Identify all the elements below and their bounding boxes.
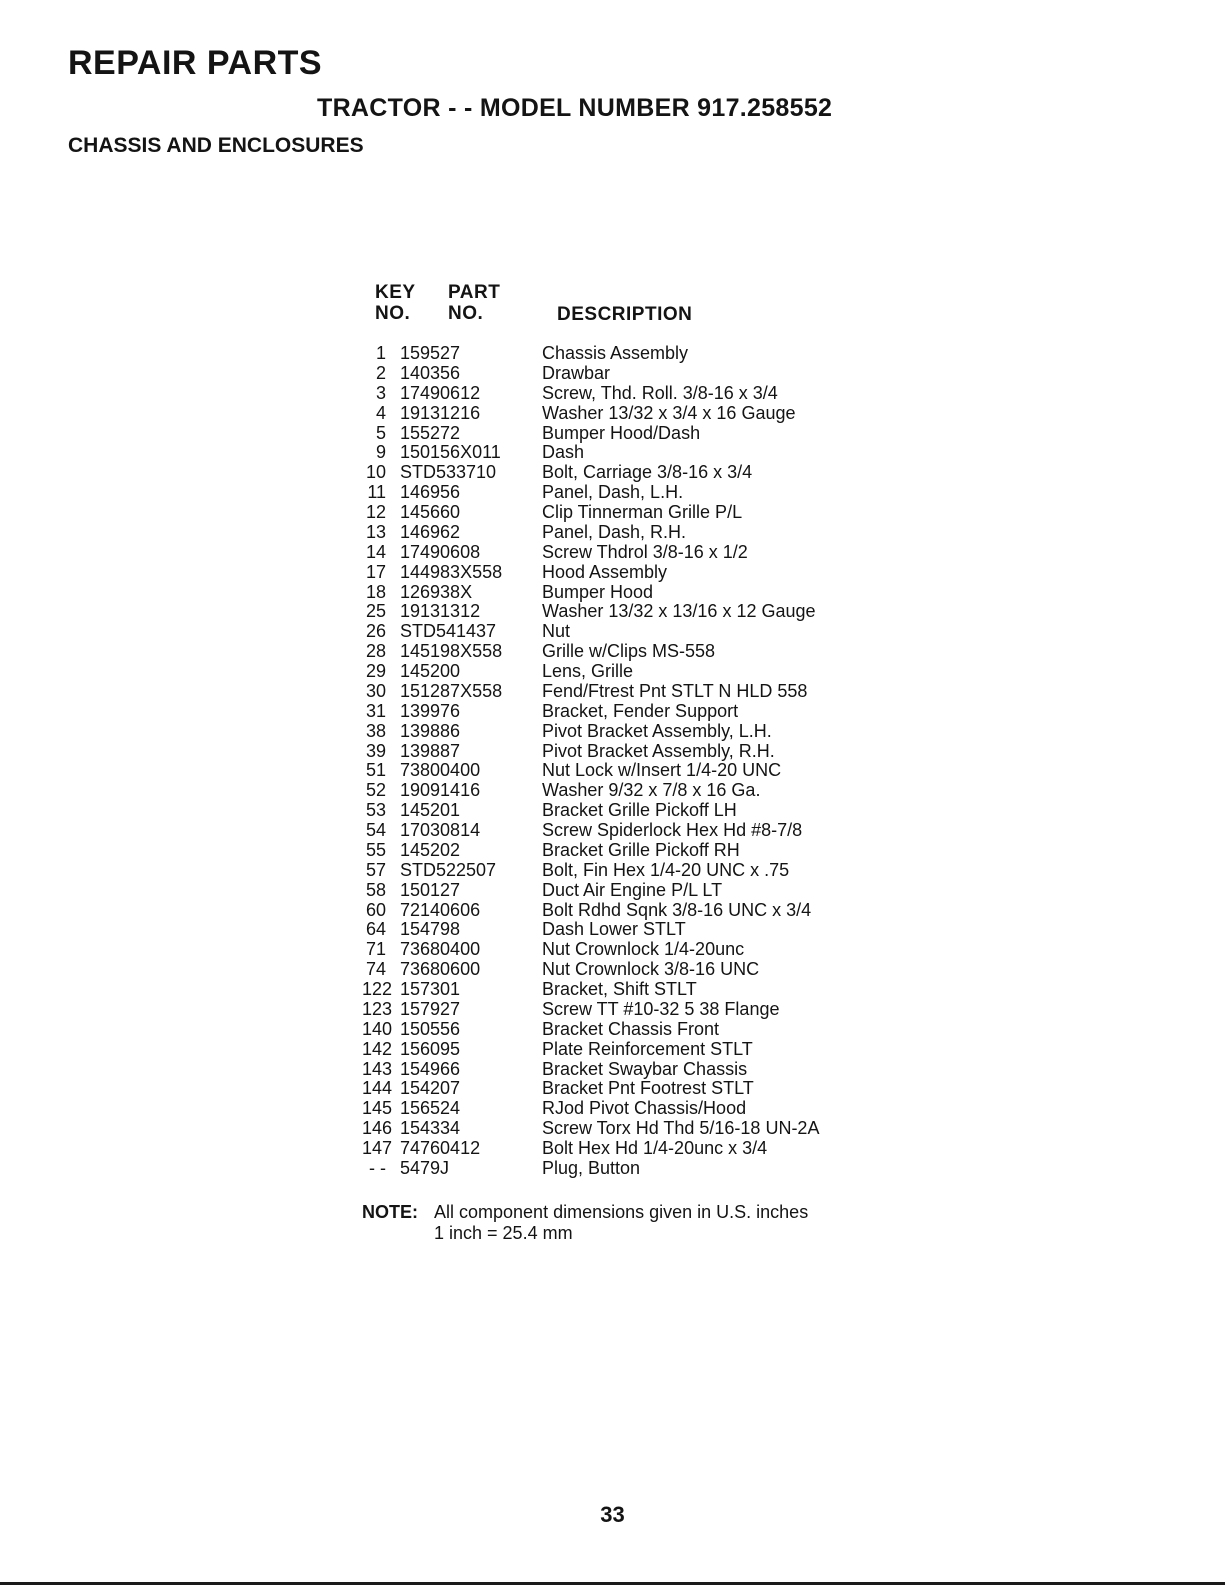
key-no: 64 — [365, 919, 386, 940]
list-item — [362, 443, 922, 463]
note-line1: All component dimensions given in U.S. inches — [434, 1202, 809, 1222]
key-no: 11 — [367, 482, 386, 503]
description: Bracket Pnt Footrest STLT — [542, 1078, 754, 1099]
note — [362, 1202, 808, 1244]
key-no: 26 — [365, 621, 386, 642]
note-label: NOTE: — [362, 1202, 418, 1222]
part-no: 146962 — [400, 521, 461, 542]
part-no: 126938X — [400, 581, 473, 602]
list-item — [362, 503, 922, 523]
description: Dash Lower STLT — [542, 919, 686, 940]
part-no: 140356 — [400, 362, 461, 383]
part-no: 73680400 — [400, 939, 481, 960]
part-no: 72140606 — [400, 899, 481, 920]
description: Bracket Swaybar Chassis — [542, 1058, 748, 1079]
key-no: 29 — [365, 661, 386, 681]
key-no: 143 — [362, 1058, 393, 1079]
description: Panel, Dash, L.H. — [542, 482, 684, 503]
list-item — [362, 344, 922, 364]
list-item — [362, 424, 922, 444]
key-no: 25 — [365, 601, 386, 622]
description: Bumper Hood/Dash — [542, 422, 701, 443]
list-item — [362, 1159, 922, 1179]
page-title: REPAIR PARTS — [68, 44, 323, 82]
key-no: 147 — [362, 1138, 393, 1158]
part-no: STD541437 — [400, 621, 497, 642]
list-item — [362, 662, 922, 682]
list-item — [362, 781, 922, 801]
part-no: 73680600 — [400, 959, 481, 980]
description: Bracket Grille Pickoff LH — [542, 800, 737, 821]
list-item — [362, 483, 922, 503]
key-no: 60 — [365, 899, 386, 920]
list-item — [362, 761, 922, 781]
part-no: 139976 — [400, 700, 461, 721]
key-no: 18 — [365, 581, 386, 602]
part-no: 73800400 — [400, 760, 481, 781]
part-no: 154207 — [400, 1078, 461, 1099]
key-no: 13 — [365, 521, 386, 542]
description: Grille w/Clips MS-558 — [542, 641, 716, 662]
description: Bracket Grille Pickoff RH — [542, 839, 740, 860]
key-no: 38 — [365, 720, 386, 741]
column-header-part-line1: PART — [448, 282, 501, 303]
description: Drawbar — [542, 362, 611, 383]
list-item — [362, 622, 922, 642]
part-no: 17490612 — [400, 382, 481, 403]
part-no: 150127 — [400, 879, 461, 900]
part-no: 145202 — [400, 839, 461, 860]
key-no: 52 — [365, 780, 386, 801]
key-no: 71 — [365, 939, 386, 960]
part-no: 150156X011 — [400, 442, 501, 463]
description: Screw Thdrol 3/8-16 x 1/2 — [542, 541, 748, 562]
key-no: 9 — [375, 442, 386, 463]
key-no: 53 — [365, 800, 386, 821]
part-no: STD522507 — [400, 859, 497, 880]
key-no: 10 — [365, 462, 386, 483]
description: Panel, Dash, R.H. — [542, 521, 687, 542]
part-no: 151287X558 — [400, 680, 503, 701]
description: Screw Spiderlock Hex Hd #8-7/8 — [542, 820, 803, 840]
list-item — [362, 602, 922, 622]
list-item — [362, 1020, 922, 1040]
list-item — [362, 960, 922, 980]
description: Plate Reinforcement STLT — [542, 1038, 753, 1059]
key-no: 54 — [365, 820, 386, 840]
part-no: 145201 — [400, 800, 461, 821]
list-item — [362, 384, 922, 404]
part-no: STD533710 — [400, 462, 497, 483]
part-no: 145198X558 — [400, 641, 503, 662]
description: Bolt, Carriage 3/8-16 x 3/4 — [542, 462, 753, 483]
part-no: 154334 — [400, 1118, 461, 1139]
key-no: 55 — [365, 839, 386, 860]
column-header-key-line1: KEY — [375, 282, 416, 303]
key-no: 31 — [365, 700, 386, 721]
key-no: 39 — [365, 740, 386, 761]
part-no: 156524 — [400, 1098, 461, 1119]
key-no: - - — [369, 1157, 386, 1178]
description: Duct Air Engine P/L LT — [542, 879, 723, 900]
key-no: 3 — [375, 382, 386, 403]
part-no: 155272 — [400, 422, 461, 443]
description: Plug, Button — [542, 1157, 641, 1178]
list-item — [362, 563, 922, 583]
column-header-description: DESCRIPTION — [557, 304, 693, 325]
list-item — [362, 543, 922, 563]
description: Bumper Hood — [542, 581, 654, 602]
list-item — [362, 523, 922, 543]
part-no: 17030814 — [400, 820, 481, 840]
page-number: 33 — [600, 1502, 625, 1527]
key-no: 4 — [375, 402, 386, 423]
description: Nut Crownlock 1/4-20unc — [542, 939, 745, 960]
description: Washer 13/32 x 3/4 x 16 Gauge — [542, 402, 796, 423]
list-item — [362, 742, 922, 762]
list-item — [362, 1079, 922, 1099]
column-header-part-no — [448, 282, 500, 324]
description: Nut — [542, 621, 571, 642]
part-no: 139886 — [400, 720, 461, 741]
list-item — [362, 821, 922, 841]
key-no: 5 — [375, 422, 386, 443]
part-no: 146956 — [400, 482, 461, 503]
list-item — [362, 1040, 922, 1060]
description: Bolt Hex Hd 1/4-20unc x 3/4 — [542, 1138, 768, 1158]
list-item — [362, 940, 922, 960]
parts-list — [362, 344, 922, 1179]
key-no: 146 — [362, 1118, 393, 1139]
list-item — [362, 841, 922, 861]
list-item — [362, 404, 922, 424]
part-no: 144983X558 — [400, 561, 503, 582]
part-no: 5479J — [400, 1157, 450, 1178]
key-no: 142 — [362, 1038, 393, 1059]
description: Pivot Bracket Assembly, R.H. — [542, 740, 775, 761]
key-no: 28 — [365, 641, 386, 662]
list-item — [362, 722, 922, 742]
list-item — [362, 364, 922, 384]
description: Screw Torx Hd Thd 5/16-18 UN-2A — [542, 1118, 820, 1139]
list-item — [362, 1060, 922, 1080]
section-heading: CHASSIS AND ENCLOSURES — [68, 134, 364, 157]
part-no: 145660 — [400, 502, 461, 522]
list-item — [362, 702, 922, 722]
description: Fend/Ftrest Pnt STLT N HLD 558 — [542, 680, 808, 701]
list-item — [362, 583, 922, 603]
part-no: 157927 — [400, 998, 461, 1019]
key-no: 17 — [365, 561, 386, 582]
key-no: 145 — [362, 1098, 393, 1119]
part-no: 145200 — [400, 661, 461, 681]
key-no: 51 — [365, 760, 386, 781]
description: Bolt, Fin Hex 1/4-20 UNC x .75 — [542, 859, 790, 880]
part-no: 159527 — [400, 343, 461, 363]
list-item — [362, 1119, 922, 1139]
description: Screw, Thd. Roll. 3/8-16 x 3/4 — [542, 382, 778, 403]
key-no: 122 — [362, 979, 393, 999]
description: Nut Crownlock 3/8-16 UNC — [542, 959, 760, 980]
list-item — [362, 463, 922, 483]
key-no: 30 — [365, 680, 386, 701]
description: Lens, Grille — [542, 661, 634, 681]
part-no: 74760412 — [400, 1138, 481, 1158]
key-no: 57 — [365, 859, 386, 880]
description: Dash — [542, 442, 585, 463]
part-no: 154798 — [400, 919, 461, 940]
list-item — [362, 861, 922, 881]
description: Clip Tinnerman Grille P/L — [542, 502, 743, 522]
part-no: 157301 — [400, 979, 461, 999]
key-no: 58 — [365, 879, 386, 900]
key-no: 2 — [375, 362, 386, 383]
list-item — [362, 1099, 922, 1119]
list-item — [362, 1000, 922, 1020]
key-no: 140 — [362, 1018, 393, 1039]
list-item — [362, 642, 922, 662]
list-item — [362, 901, 922, 921]
description: RJod Pivot Chassis/Hood — [542, 1098, 747, 1119]
key-no: 74 — [365, 959, 386, 980]
column-header-key-line2: NO. — [375, 303, 411, 324]
part-no: 150556 — [400, 1018, 461, 1039]
list-item — [362, 801, 922, 821]
note-line2: 1 inch = 25.4 mm — [434, 1223, 573, 1243]
description: Washer 13/32 x 13/16 x 12 Gauge — [542, 601, 816, 622]
description: Bracket Chassis Front — [542, 1018, 720, 1039]
description: Washer 9/32 x 7/8 x 16 Ga. — [542, 780, 761, 801]
description: Screw TT #10-32 5 38 Flange — [542, 998, 780, 1019]
key-no: 1 — [375, 343, 386, 363]
key-no: 123 — [362, 998, 393, 1019]
part-no: 19091416 — [400, 780, 481, 801]
model-subtitle: TRACTOR - - MODEL NUMBER 917.258552 — [317, 94, 833, 122]
column-header-key-no — [375, 282, 416, 324]
key-no: 14 — [365, 541, 386, 562]
description: Chassis Assembly — [542, 343, 689, 363]
list-item — [362, 920, 922, 940]
part-no: 19131216 — [400, 402, 481, 423]
list-item — [362, 682, 922, 702]
part-no: 17490608 — [400, 541, 481, 562]
key-no: 144 — [362, 1078, 393, 1099]
description: Bolt Rdhd Sqnk 3/8-16 UNC x 3/4 — [542, 899, 812, 920]
list-item — [362, 980, 922, 1000]
list-item — [362, 881, 922, 901]
part-no: 154966 — [400, 1058, 461, 1079]
description: Pivot Bracket Assembly, L.H. — [542, 720, 772, 741]
list-item — [362, 1139, 922, 1159]
part-no: 19131312 — [400, 601, 481, 622]
part-no: 156095 — [400, 1038, 461, 1059]
description: Nut Lock w/Insert 1/4-20 UNC — [542, 760, 782, 781]
description: Bracket, Fender Support — [542, 700, 739, 721]
part-no: 139887 — [400, 740, 461, 761]
column-header-part-line2: NO. — [448, 303, 484, 324]
description: Bracket, Shift STLT — [542, 979, 697, 999]
key-no: 12 — [365, 502, 386, 522]
description: Hood Assembly — [542, 561, 668, 582]
